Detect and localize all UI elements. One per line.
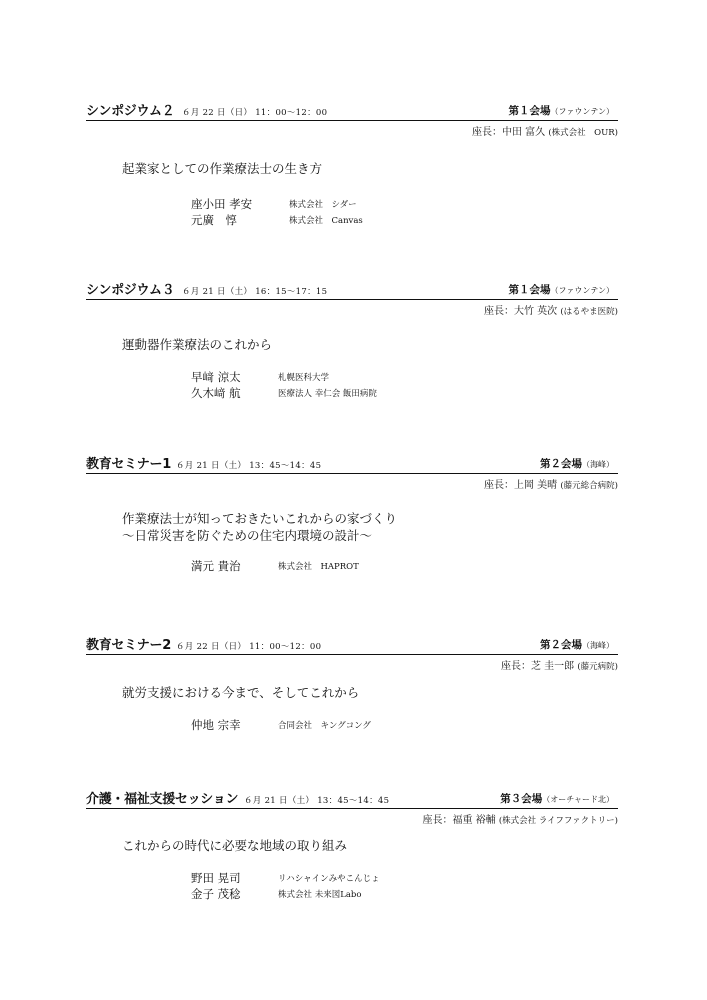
- session-venue: [509, 103, 614, 118]
- venue-detail: （ファウンテン）: [550, 286, 614, 295]
- speaker: [191, 212, 363, 229]
- venue-detail: （オーチャード北）: [542, 795, 614, 804]
- speaker: [191, 886, 362, 903]
- session-care-welfare-support: [86, 790, 618, 901]
- chair-org: (藤元総合病院): [560, 481, 618, 491]
- session-title: 介護・福祉支援セッション: [86, 792, 239, 807]
- talk-title-line: 就労支援における今まで、そしてこれから: [122, 685, 360, 700]
- speaker-affiliation: 株式会社 Canvas: [289, 216, 363, 226]
- speaker-name: 仲地 宗幸: [191, 718, 241, 732]
- chairperson: [501, 657, 618, 672]
- speaker-name: 金子 茂稔: [191, 887, 241, 901]
- session-title: シンポジウム２: [86, 104, 175, 119]
- chair-name: 座長：上岡 美晴: [483, 480, 558, 491]
- session-date: ６月 22 日（日） 11：00〜12：00: [176, 642, 322, 652]
- talk-subtitle-line: 〜日常災害を防ぐための住宅内環境の設計〜: [122, 528, 373, 543]
- chairperson: [472, 123, 618, 138]
- session-header: [86, 455, 618, 474]
- session-title: 教育セミナー2: [86, 638, 171, 653]
- session-title: シンポジウム３: [86, 283, 175, 298]
- chair-org: (藤元病院): [577, 662, 618, 672]
- chair-name: 座長：芝 圭一郎: [500, 661, 575, 672]
- session-symposium-2: [86, 102, 618, 227]
- talk-title: [122, 837, 347, 854]
- talk-title: [122, 160, 322, 177]
- talk-title: [122, 510, 397, 544]
- venue-name: 第２会場: [540, 458, 582, 470]
- speaker: [191, 870, 380, 887]
- speaker-name: 元廣 惇: [191, 213, 237, 227]
- speaker-name: 早﨑 涼太: [191, 370, 241, 384]
- session-date: ６月 21 日（土） 16：15〜17：15: [182, 287, 328, 297]
- chair-org: (はるやま医院): [560, 307, 618, 317]
- venue-name: 第１会場: [508, 105, 551, 117]
- chair-name: 座長：大竹 英次: [483, 306, 558, 317]
- session-date: ６月 22 日（日） 11：00〜12：00: [182, 108, 328, 118]
- speaker-affiliation: 株式会社 未来図Labo: [278, 890, 362, 900]
- talk-title: [122, 336, 272, 353]
- speaker-affiliation: 医療法人 幸仁会 飯田病院: [278, 389, 377, 399]
- speaker-affiliation: リハシャインみやこんじょ: [278, 874, 380, 884]
- venue-detail: （海峰）: [582, 641, 614, 650]
- venue-detail: （ファウンテン）: [550, 107, 614, 116]
- speaker-name: 座小田 孝安: [191, 197, 253, 211]
- talk-title-line: 作業療法士が知っておきたいこれからの家づくり: [122, 511, 398, 526]
- venue-name: 第１会場: [508, 284, 551, 296]
- speaker: [191, 717, 371, 734]
- session-date: ６月 21 日（土） 13：45〜14：45: [176, 461, 322, 471]
- speaker: [191, 369, 330, 386]
- session-date: ６月 21 日（土） 13：45〜14：45: [244, 796, 390, 806]
- session-title: 教育セミナー1: [86, 457, 171, 472]
- speaker-affiliation: 札幌医科大学: [278, 373, 330, 383]
- talk-title-line: これからの時代に必要な地域の取り組み: [122, 838, 348, 853]
- speaker-affiliation: 株式会社 シダー: [289, 200, 357, 210]
- session-education-seminar-1: [86, 455, 618, 573]
- venue-name: 第２会場: [540, 639, 582, 651]
- session-venue: [540, 456, 614, 471]
- session-venue: [509, 282, 614, 297]
- chairperson: [484, 476, 618, 491]
- talk-title-line: 起業家としての作業療法士の生き方: [122, 161, 323, 176]
- chairperson: [422, 811, 618, 826]
- chair-name: 座長：福重 裕輔: [422, 815, 496, 826]
- session-venue: [500, 791, 614, 806]
- session-header: [86, 636, 618, 655]
- speaker-name: 満元 貴治: [191, 559, 241, 573]
- session-venue: [540, 637, 614, 652]
- session-header: [86, 790, 618, 809]
- chair-org: (株式会社 ライフファクトリー): [498, 816, 618, 826]
- talk-title-line: 運動器作業療法のこれから: [122, 337, 273, 352]
- speaker-name: 久木﨑 航: [191, 386, 241, 400]
- talk-title: [122, 684, 359, 701]
- venue-detail: （海峰）: [582, 460, 614, 469]
- chair-org: (株式会社 OUR): [548, 128, 618, 138]
- session-header: [86, 281, 618, 300]
- chair-name: 座長：中田 富久: [471, 127, 546, 138]
- session-symposium-3: [86, 281, 618, 400]
- speaker-affiliation: 合同会社 キングコング: [278, 721, 371, 731]
- speaker: [191, 558, 359, 575]
- venue-name: 第３会場: [500, 793, 543, 805]
- chairperson: [484, 302, 618, 317]
- speaker: [191, 385, 377, 402]
- session-education-seminar-2: [86, 636, 618, 732]
- speaker: [191, 196, 357, 213]
- session-header: [86, 102, 618, 121]
- speaker-affiliation: 株式会社 HAPROT: [278, 562, 359, 572]
- speaker-name: 野田 晃司: [191, 871, 241, 885]
